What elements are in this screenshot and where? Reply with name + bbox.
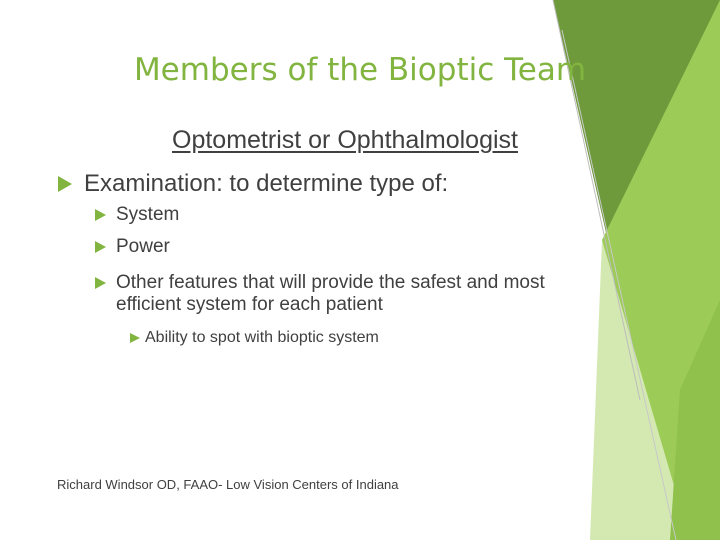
bullet-ability-to-spot: Ability to spot with bioptic system xyxy=(145,329,379,346)
bullet-other-features-line2: efficient system for each patient xyxy=(116,294,383,315)
bullet-system: System xyxy=(116,204,180,225)
bullet-other-features-line1: Other features that will provide the safest and most xyxy=(116,272,545,293)
bullet-arrow-icon xyxy=(95,209,106,221)
bullet-power: Power xyxy=(116,236,170,257)
footer-credit: Richard Windsor OD, FAAO- Low Vision Centers of Indiana xyxy=(57,477,399,492)
bullet-arrow-icon xyxy=(130,333,140,343)
bullet-arrow-icon xyxy=(95,241,106,253)
bullet-examination: Examination: to determine type of: xyxy=(84,170,449,197)
bullet-arrow-icon xyxy=(58,176,72,192)
role-subheading: Optometrist or Ophthalmologist xyxy=(172,126,518,154)
bullet-other-features xyxy=(116,272,545,316)
slide-title: Members of the Bioptic Team xyxy=(133,52,587,88)
bullet-arrow-icon xyxy=(95,277,106,289)
